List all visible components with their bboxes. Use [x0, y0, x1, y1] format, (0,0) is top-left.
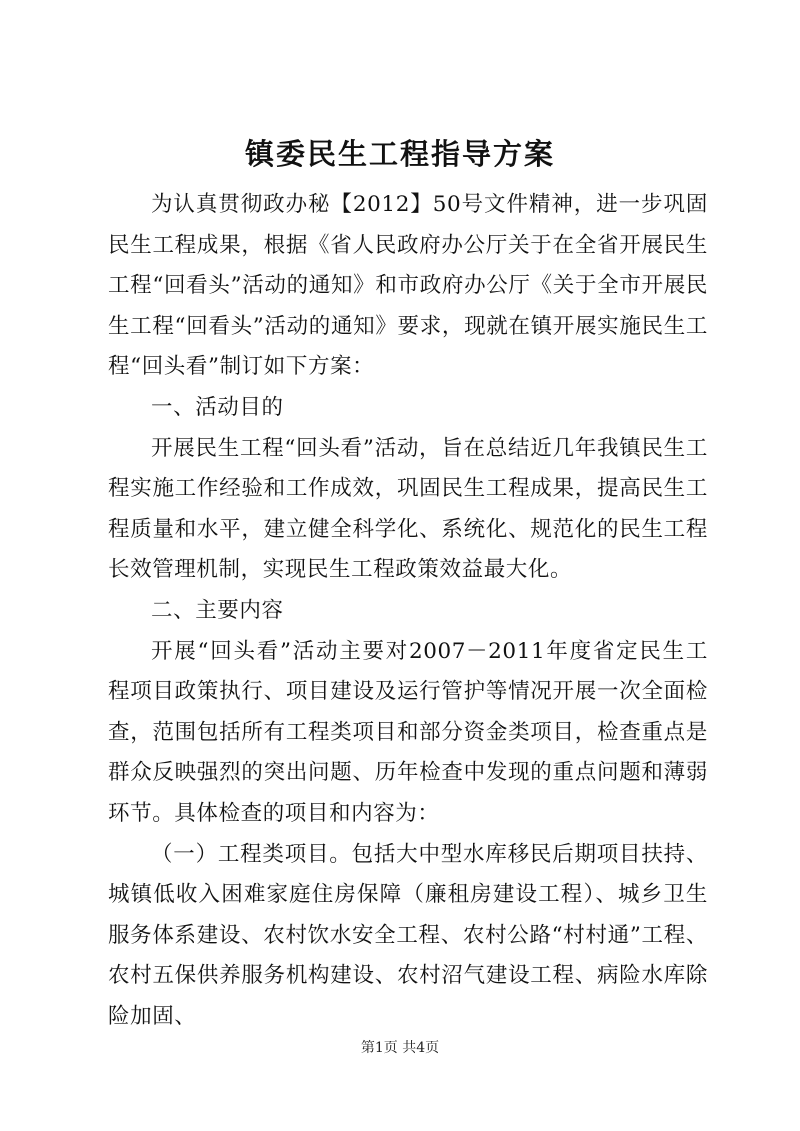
- intro-paragraph: 为认真贯彻政办秘【2012】50号文件精神，进一步巩固民生工程成果，根据《省人民政府办公厅关于在全省开展民生工程“回看头”活动的通知》和市政府办公厅《关于全市开展民生工程“回看头”活动的通知》要求，现就在镇开展实施民生工程“回头看”制订如下方案：: [108, 192, 708, 380]
- document-body: [108, 185, 708, 1037]
- section-heading-2: 二、主要内容: [151, 597, 284, 623]
- document-title: 镇委民生工程指导方案: [244, 137, 555, 171]
- engineering-projects-paragraph: （一）工程类项目。包括大中型水库移民后期项目扶持、城镇低收入困难家庭住房保障（廉租房建设工程）、城乡卫生服务体系建设、农村饮水安全工程、农村公路“村村通”工程、农村五保供养服务机构建设、农村沼气建设工程、病险水库除险加固、: [108, 841, 708, 1029]
- activity-goal-paragraph: 开展民生工程“回头看”活动，旨在总结近几年我镇民生工程实施工作经验和工作成效，巩固民生工程成果，提高民生工程质量和水平，建立健全科学化、系统化、规范化的民生工程长效管理机制，实现民生工程政策效益最大化。: [108, 435, 708, 583]
- page-footer: 第1页 共4页: [360, 1040, 440, 1056]
- main-content-paragraph: 开展“回头看”活动主要对2007－2011年度省定民生工程项目政策执行、项目建设及运行管护等情况开展一次全面检查，范围包括所有工程类项目和部分资金类项目，检查重点是群众反映强烈的突出问题、历年检查中发现的重点问题和薄弱环节。具体检查的项目和内容为：: [108, 638, 708, 826]
- section-heading-1: 一、活动目的: [151, 394, 284, 420]
